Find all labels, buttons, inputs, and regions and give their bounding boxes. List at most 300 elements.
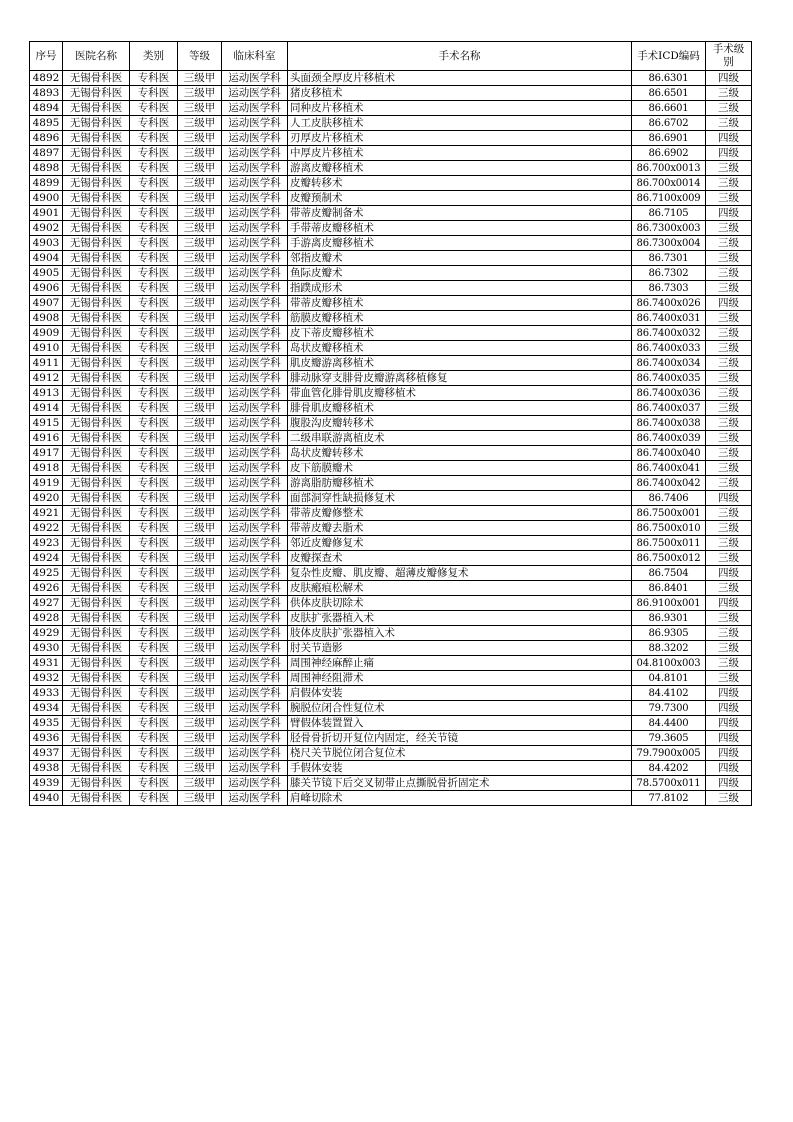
cell-seq: 4903 — [30, 236, 63, 251]
header-hospital: 医院名称 — [63, 42, 130, 71]
cell-level: 三级甲 — [178, 176, 222, 191]
cell-department: 运动医学科 — [222, 116, 288, 131]
cell-level: 三级甲 — [178, 71, 222, 86]
cell-level: 三级甲 — [178, 476, 222, 491]
cell-department: 运动医学科 — [222, 686, 288, 701]
cell-seq: 4902 — [30, 221, 63, 236]
cell-category: 专科医 — [130, 551, 178, 566]
cell-hospital: 无锡骨科医 — [63, 356, 130, 371]
table-row — [30, 86, 752, 101]
cell-icd-code: 86.7302 — [632, 266, 706, 281]
cell-surgery-name: 腓骨肌皮瓣移植术 — [288, 401, 632, 416]
cell-hospital: 无锡骨科医 — [63, 71, 130, 86]
cell-seq: 4917 — [30, 446, 63, 461]
cell-surgery-name: 皮瓣转移术 — [288, 176, 632, 191]
cell-department: 运动医学科 — [222, 656, 288, 671]
cell-hospital: 无锡骨科医 — [63, 521, 130, 536]
cell-icd-code: 86.7301 — [632, 251, 706, 266]
cell-category: 专科医 — [130, 686, 178, 701]
cell-surgery-grade: 三级 — [706, 386, 752, 401]
cell-surgery-name: 猪皮移植术 — [288, 86, 632, 101]
cell-surgery-name: 皮下蒂皮瓣移植术 — [288, 326, 632, 341]
cell-level: 三级甲 — [178, 551, 222, 566]
cell-seq: 4915 — [30, 416, 63, 431]
cell-surgery-grade: 三级 — [706, 401, 752, 416]
cell-surgery-name: 头面颈全厚皮片移植术 — [288, 71, 632, 86]
cell-hospital: 无锡骨科医 — [63, 671, 130, 686]
cell-category: 专科医 — [130, 401, 178, 416]
cell-seq: 4909 — [30, 326, 63, 341]
cell-category: 专科医 — [130, 566, 178, 581]
cell-level: 三级甲 — [178, 761, 222, 776]
cell-department: 运动医学科 — [222, 281, 288, 296]
surgery-list-sheet — [29, 41, 752, 806]
cell-icd-code: 79.7300 — [632, 701, 706, 716]
cell-seq: 4928 — [30, 611, 63, 626]
cell-seq: 4923 — [30, 536, 63, 551]
cell-seq: 4936 — [30, 731, 63, 746]
cell-surgery-grade: 三级 — [706, 86, 752, 101]
cell-level: 三级甲 — [178, 686, 222, 701]
cell-level: 三级甲 — [178, 776, 222, 791]
header-category: 类别 — [130, 42, 178, 71]
cell-department: 运动医学科 — [222, 671, 288, 686]
cell-surgery-name: 岛状皮瓣移植术 — [288, 341, 632, 356]
cell-level: 三级甲 — [178, 236, 222, 251]
cell-category: 专科医 — [130, 626, 178, 641]
cell-icd-code: 77.8102 — [632, 791, 706, 806]
cell-department: 运动医学科 — [222, 326, 288, 341]
cell-hospital: 无锡骨科医 — [63, 401, 130, 416]
cell-hospital: 无锡骨科医 — [63, 506, 130, 521]
cell-icd-code: 04.8101 — [632, 671, 706, 686]
cell-icd-code: 86.7400x041 — [632, 461, 706, 476]
table-row — [30, 476, 752, 491]
header-surgery-name: 手术名称 — [288, 42, 632, 71]
cell-level: 三级甲 — [178, 521, 222, 536]
cell-department: 运动医学科 — [222, 386, 288, 401]
cell-seq: 4899 — [30, 176, 63, 191]
cell-level: 三级甲 — [178, 626, 222, 641]
cell-icd-code: 79.7900x005 — [632, 746, 706, 761]
cell-level: 三级甲 — [178, 311, 222, 326]
cell-icd-code: 86.6902 — [632, 146, 706, 161]
cell-seq: 4922 — [30, 521, 63, 536]
cell-level: 三级甲 — [178, 401, 222, 416]
table-row — [30, 656, 752, 671]
cell-department: 运动医学科 — [222, 176, 288, 191]
cell-seq: 4894 — [30, 101, 63, 116]
cell-icd-code: 84.4102 — [632, 686, 706, 701]
cell-department: 运动医学科 — [222, 491, 288, 506]
cell-department: 运动医学科 — [222, 551, 288, 566]
cell-hospital: 无锡骨科医 — [63, 296, 130, 311]
cell-icd-code: 86.7400x038 — [632, 416, 706, 431]
cell-hospital: 无锡骨科医 — [63, 476, 130, 491]
cell-surgery-name: 周围神经麻醉止痛 — [288, 656, 632, 671]
table-row — [30, 326, 752, 341]
cell-icd-code: 86.7400x036 — [632, 386, 706, 401]
cell-icd-code: 84.4400 — [632, 716, 706, 731]
cell-hospital: 无锡骨科医 — [63, 641, 130, 656]
table-row — [30, 611, 752, 626]
cell-surgery-name: 游离脂肪瓣移植术 — [288, 476, 632, 491]
cell-level: 三级甲 — [178, 716, 222, 731]
table-row — [30, 536, 752, 551]
cell-department: 运动医学科 — [222, 716, 288, 731]
cell-icd-code: 86.7400x037 — [632, 401, 706, 416]
cell-level: 三级甲 — [178, 656, 222, 671]
cell-hospital: 无锡骨科医 — [63, 491, 130, 506]
cell-icd-code: 78.5700x011 — [632, 776, 706, 791]
cell-surgery-grade: 三级 — [706, 506, 752, 521]
cell-surgery-grade: 四级 — [706, 761, 752, 776]
cell-surgery-name: 带血管化腓骨肌皮瓣移植术 — [288, 386, 632, 401]
cell-surgery-grade: 三级 — [706, 236, 752, 251]
cell-level: 三级甲 — [178, 731, 222, 746]
cell-category: 专科医 — [130, 731, 178, 746]
cell-seq: 4929 — [30, 626, 63, 641]
cell-icd-code: 86.9301 — [632, 611, 706, 626]
table-row — [30, 131, 752, 146]
table-row — [30, 776, 752, 791]
cell-seq: 4896 — [30, 131, 63, 146]
cell-surgery-grade: 四级 — [706, 296, 752, 311]
cell-department: 运动医学科 — [222, 761, 288, 776]
cell-level: 三级甲 — [178, 266, 222, 281]
cell-icd-code: 86.7303 — [632, 281, 706, 296]
cell-surgery-grade: 四级 — [706, 731, 752, 746]
cell-seq: 4925 — [30, 566, 63, 581]
cell-surgery-name: 胫骨骨折切开复位内固定，经关节镜 — [288, 731, 632, 746]
cell-department: 运动医学科 — [222, 86, 288, 101]
cell-seq: 4934 — [30, 701, 63, 716]
table-row — [30, 371, 752, 386]
cell-surgery-name: 臂假体装置置入 — [288, 716, 632, 731]
table-row — [30, 416, 752, 431]
cell-category: 专科医 — [130, 431, 178, 446]
cell-surgery-grade: 三级 — [706, 326, 752, 341]
cell-level: 三级甲 — [178, 326, 222, 341]
cell-icd-code: 86.6702 — [632, 116, 706, 131]
cell-category: 专科医 — [130, 311, 178, 326]
table-row — [30, 116, 752, 131]
cell-department: 运动医学科 — [222, 356, 288, 371]
cell-icd-code: 86.9305 — [632, 626, 706, 641]
cell-icd-code: 88.3202 — [632, 641, 706, 656]
cell-department: 运动医学科 — [222, 791, 288, 806]
cell-department: 运动医学科 — [222, 731, 288, 746]
table-row — [30, 176, 752, 191]
cell-seq: 4932 — [30, 671, 63, 686]
cell-seq: 4912 — [30, 371, 63, 386]
cell-surgery-name: 皮肤扩张器植入术 — [288, 611, 632, 626]
cell-icd-code: 86.7105 — [632, 206, 706, 221]
cell-level: 三级甲 — [178, 701, 222, 716]
cell-department: 运动医学科 — [222, 296, 288, 311]
cell-category: 专科医 — [130, 611, 178, 626]
cell-department: 运动医学科 — [222, 161, 288, 176]
cell-surgery-grade: 三级 — [706, 251, 752, 266]
cell-category: 专科医 — [130, 716, 178, 731]
cell-level: 三级甲 — [178, 251, 222, 266]
cell-surgery-grade: 三级 — [706, 341, 752, 356]
cell-category: 专科医 — [130, 656, 178, 671]
cell-category: 专科医 — [130, 266, 178, 281]
cell-icd-code: 86.6501 — [632, 86, 706, 101]
header-seq: 序号 — [30, 42, 63, 71]
cell-icd-code: 86.7400x031 — [632, 311, 706, 326]
cell-hospital: 无锡骨科医 — [63, 746, 130, 761]
cell-hospital: 无锡骨科医 — [63, 461, 130, 476]
cell-department: 运动医学科 — [222, 101, 288, 116]
cell-level: 三级甲 — [178, 116, 222, 131]
cell-department: 运动医学科 — [222, 461, 288, 476]
cell-surgery-grade: 三级 — [706, 641, 752, 656]
cell-department: 运动医学科 — [222, 611, 288, 626]
cell-level: 三级甲 — [178, 581, 222, 596]
cell-seq: 4914 — [30, 401, 63, 416]
cell-level: 三级甲 — [178, 491, 222, 506]
cell-surgery-grade: 三级 — [706, 536, 752, 551]
table-row — [30, 461, 752, 476]
table-header-row — [30, 42, 752, 71]
cell-surgery-grade: 四级 — [706, 776, 752, 791]
cell-seq: 4916 — [30, 431, 63, 446]
cell-surgery-grade: 三级 — [706, 626, 752, 641]
cell-hospital: 无锡骨科医 — [63, 251, 130, 266]
cell-category: 专科医 — [130, 101, 178, 116]
cell-category: 专科医 — [130, 776, 178, 791]
cell-department: 运动医学科 — [222, 521, 288, 536]
header-icd-code: 手术ICD编码 — [632, 42, 706, 71]
table-row — [30, 236, 752, 251]
cell-icd-code: 86.7400x040 — [632, 446, 706, 461]
cell-icd-code: 86.7400x042 — [632, 476, 706, 491]
cell-level: 三级甲 — [178, 86, 222, 101]
table-row — [30, 206, 752, 221]
cell-surgery-grade: 四级 — [706, 131, 752, 146]
cell-surgery-name: 膝关节镜下后交叉韧带止点撕脱骨折固定术 — [288, 776, 632, 791]
cell-surgery-name: 带蒂皮瓣修整术 — [288, 506, 632, 521]
cell-surgery-name: 带蒂皮瓣制备术 — [288, 206, 632, 221]
cell-seq: 4919 — [30, 476, 63, 491]
table-row — [30, 356, 752, 371]
cell-icd-code: 86.6601 — [632, 101, 706, 116]
cell-seq: 4939 — [30, 776, 63, 791]
cell-icd-code: 86.7500x001 — [632, 506, 706, 521]
cell-seq: 4898 — [30, 161, 63, 176]
table-row — [30, 641, 752, 656]
cell-surgery-name: 手假体安装 — [288, 761, 632, 776]
cell-category: 专科医 — [130, 671, 178, 686]
cell-level: 三级甲 — [178, 221, 222, 236]
cell-level: 三级甲 — [178, 506, 222, 521]
cell-surgery-grade: 三级 — [706, 446, 752, 461]
table-row — [30, 161, 752, 176]
cell-surgery-grade: 三级 — [706, 371, 752, 386]
cell-level: 三级甲 — [178, 386, 222, 401]
table-row — [30, 341, 752, 356]
cell-level: 三级甲 — [178, 596, 222, 611]
cell-seq: 4893 — [30, 86, 63, 101]
cell-icd-code: 86.700x0014 — [632, 176, 706, 191]
cell-surgery-name: 皮下筋膜瓣术 — [288, 461, 632, 476]
cell-seq: 4930 — [30, 641, 63, 656]
cell-hospital: 无锡骨科医 — [63, 176, 130, 191]
cell-surgery-grade: 四级 — [706, 491, 752, 506]
cell-surgery-name: 腹股沟皮瓣转移术 — [288, 416, 632, 431]
cell-category: 专科医 — [130, 596, 178, 611]
cell-category: 专科医 — [130, 761, 178, 776]
cell-icd-code: 86.9100x001 — [632, 596, 706, 611]
cell-surgery-name: 周围神经阻滞术 — [288, 671, 632, 686]
cell-seq: 4906 — [30, 281, 63, 296]
cell-hospital: 无锡骨科医 — [63, 146, 130, 161]
cell-category: 专科医 — [130, 416, 178, 431]
cell-department: 运动医学科 — [222, 221, 288, 236]
cell-surgery-grade: 三级 — [706, 356, 752, 371]
cell-hospital: 无锡骨科医 — [63, 686, 130, 701]
cell-surgery-grade: 三级 — [706, 311, 752, 326]
cell-seq: 4911 — [30, 356, 63, 371]
cell-icd-code: 86.7504 — [632, 566, 706, 581]
table-row — [30, 446, 752, 461]
table-row — [30, 596, 752, 611]
cell-hospital: 无锡骨科医 — [63, 791, 130, 806]
cell-category: 专科医 — [130, 701, 178, 716]
cell-surgery-name: 中厚皮片移植术 — [288, 146, 632, 161]
cell-icd-code: 86.7400x039 — [632, 431, 706, 446]
cell-category: 专科医 — [130, 86, 178, 101]
header-surgery-grade: 手术级别 — [706, 42, 752, 71]
cell-category: 专科医 — [130, 221, 178, 236]
cell-surgery-name: 手带蒂皮瓣移植术 — [288, 221, 632, 236]
cell-level: 三级甲 — [178, 101, 222, 116]
cell-hospital: 无锡骨科医 — [63, 341, 130, 356]
table-row — [30, 431, 752, 446]
cell-hospital: 无锡骨科医 — [63, 656, 130, 671]
table-row — [30, 731, 752, 746]
cell-surgery-grade: 四级 — [706, 701, 752, 716]
cell-surgery-name: 筋膜皮瓣移植术 — [288, 311, 632, 326]
cell-icd-code: 86.7500x012 — [632, 551, 706, 566]
table-row — [30, 746, 752, 761]
cell-icd-code: 86.7500x010 — [632, 521, 706, 536]
cell-department: 运动医学科 — [222, 581, 288, 596]
cell-surgery-name: 肌皮瓣游离移植术 — [288, 356, 632, 371]
cell-category: 专科医 — [130, 71, 178, 86]
cell-department: 运动医学科 — [222, 596, 288, 611]
cell-level: 三级甲 — [178, 356, 222, 371]
table-row — [30, 701, 752, 716]
cell-surgery-grade: 三级 — [706, 281, 752, 296]
cell-seq: 4904 — [30, 251, 63, 266]
cell-hospital: 无锡骨科医 — [63, 326, 130, 341]
cell-surgery-grade: 四级 — [706, 596, 752, 611]
cell-seq: 4905 — [30, 266, 63, 281]
cell-icd-code: 86.700x0013 — [632, 161, 706, 176]
cell-hospital: 无锡骨科医 — [63, 416, 130, 431]
cell-department: 运动医学科 — [222, 446, 288, 461]
cell-hospital: 无锡骨科医 — [63, 131, 130, 146]
cell-department: 运动医学科 — [222, 416, 288, 431]
cell-surgery-name: 面部洞穿性缺损修复术 — [288, 491, 632, 506]
cell-seq: 4924 — [30, 551, 63, 566]
cell-surgery-grade: 三级 — [706, 116, 752, 131]
cell-surgery-name: 同种皮片移植术 — [288, 101, 632, 116]
cell-category: 专科医 — [130, 791, 178, 806]
cell-category: 专科医 — [130, 161, 178, 176]
table-row — [30, 521, 752, 536]
cell-surgery-grade: 三级 — [706, 266, 752, 281]
surgery-table — [29, 41, 752, 806]
cell-category: 专科医 — [130, 491, 178, 506]
cell-department: 运动医学科 — [222, 536, 288, 551]
cell-surgery-name: 人工皮肤移植术 — [288, 116, 632, 131]
cell-seq: 4938 — [30, 761, 63, 776]
cell-hospital: 无锡骨科医 — [63, 761, 130, 776]
cell-seq: 4913 — [30, 386, 63, 401]
cell-hospital: 无锡骨科医 — [63, 86, 130, 101]
cell-hospital: 无锡骨科医 — [63, 701, 130, 716]
cell-hospital: 无锡骨科医 — [63, 566, 130, 581]
table-row — [30, 791, 752, 806]
cell-seq: 4927 — [30, 596, 63, 611]
cell-department: 运动医学科 — [222, 236, 288, 251]
cell-department: 运动医学科 — [222, 431, 288, 446]
cell-surgery-grade: 四级 — [706, 71, 752, 86]
table-row — [30, 761, 752, 776]
cell-surgery-grade: 三级 — [706, 461, 752, 476]
cell-department: 运动医学科 — [222, 626, 288, 641]
cell-level: 三级甲 — [178, 206, 222, 221]
cell-category: 专科医 — [130, 131, 178, 146]
cell-category: 专科医 — [130, 581, 178, 596]
cell-category: 专科医 — [130, 146, 178, 161]
cell-surgery-name: 皮瓣探查术 — [288, 551, 632, 566]
cell-level: 三级甲 — [178, 191, 222, 206]
cell-seq: 4931 — [30, 656, 63, 671]
cell-category: 专科医 — [130, 446, 178, 461]
cell-hospital: 无锡骨科医 — [63, 446, 130, 461]
cell-surgery-grade: 三级 — [706, 791, 752, 806]
cell-category: 专科医 — [130, 251, 178, 266]
cell-category: 专科医 — [130, 236, 178, 251]
cell-level: 三级甲 — [178, 146, 222, 161]
cell-surgery-name: 手游离皮瓣移植术 — [288, 236, 632, 251]
cell-surgery-name: 桡尺关节脱位闭合复位术 — [288, 746, 632, 761]
cell-level: 三级甲 — [178, 461, 222, 476]
cell-hospital: 无锡骨科医 — [63, 281, 130, 296]
cell-category: 专科医 — [130, 191, 178, 206]
cell-surgery-name: 游离皮瓣移植术 — [288, 161, 632, 176]
table-row — [30, 491, 752, 506]
table-row — [30, 71, 752, 86]
cell-surgery-name: 带蒂皮瓣移植术 — [288, 296, 632, 311]
cell-department: 运动医学科 — [222, 146, 288, 161]
cell-department: 运动医学科 — [222, 71, 288, 86]
cell-hospital: 无锡骨科医 — [63, 221, 130, 236]
cell-department: 运动医学科 — [222, 476, 288, 491]
table-row — [30, 566, 752, 581]
table-row — [30, 581, 752, 596]
table-row — [30, 266, 752, 281]
header-level: 等级 — [178, 42, 222, 71]
cell-hospital: 无锡骨科医 — [63, 776, 130, 791]
cell-level: 三级甲 — [178, 746, 222, 761]
cell-hospital: 无锡骨科医 — [63, 311, 130, 326]
